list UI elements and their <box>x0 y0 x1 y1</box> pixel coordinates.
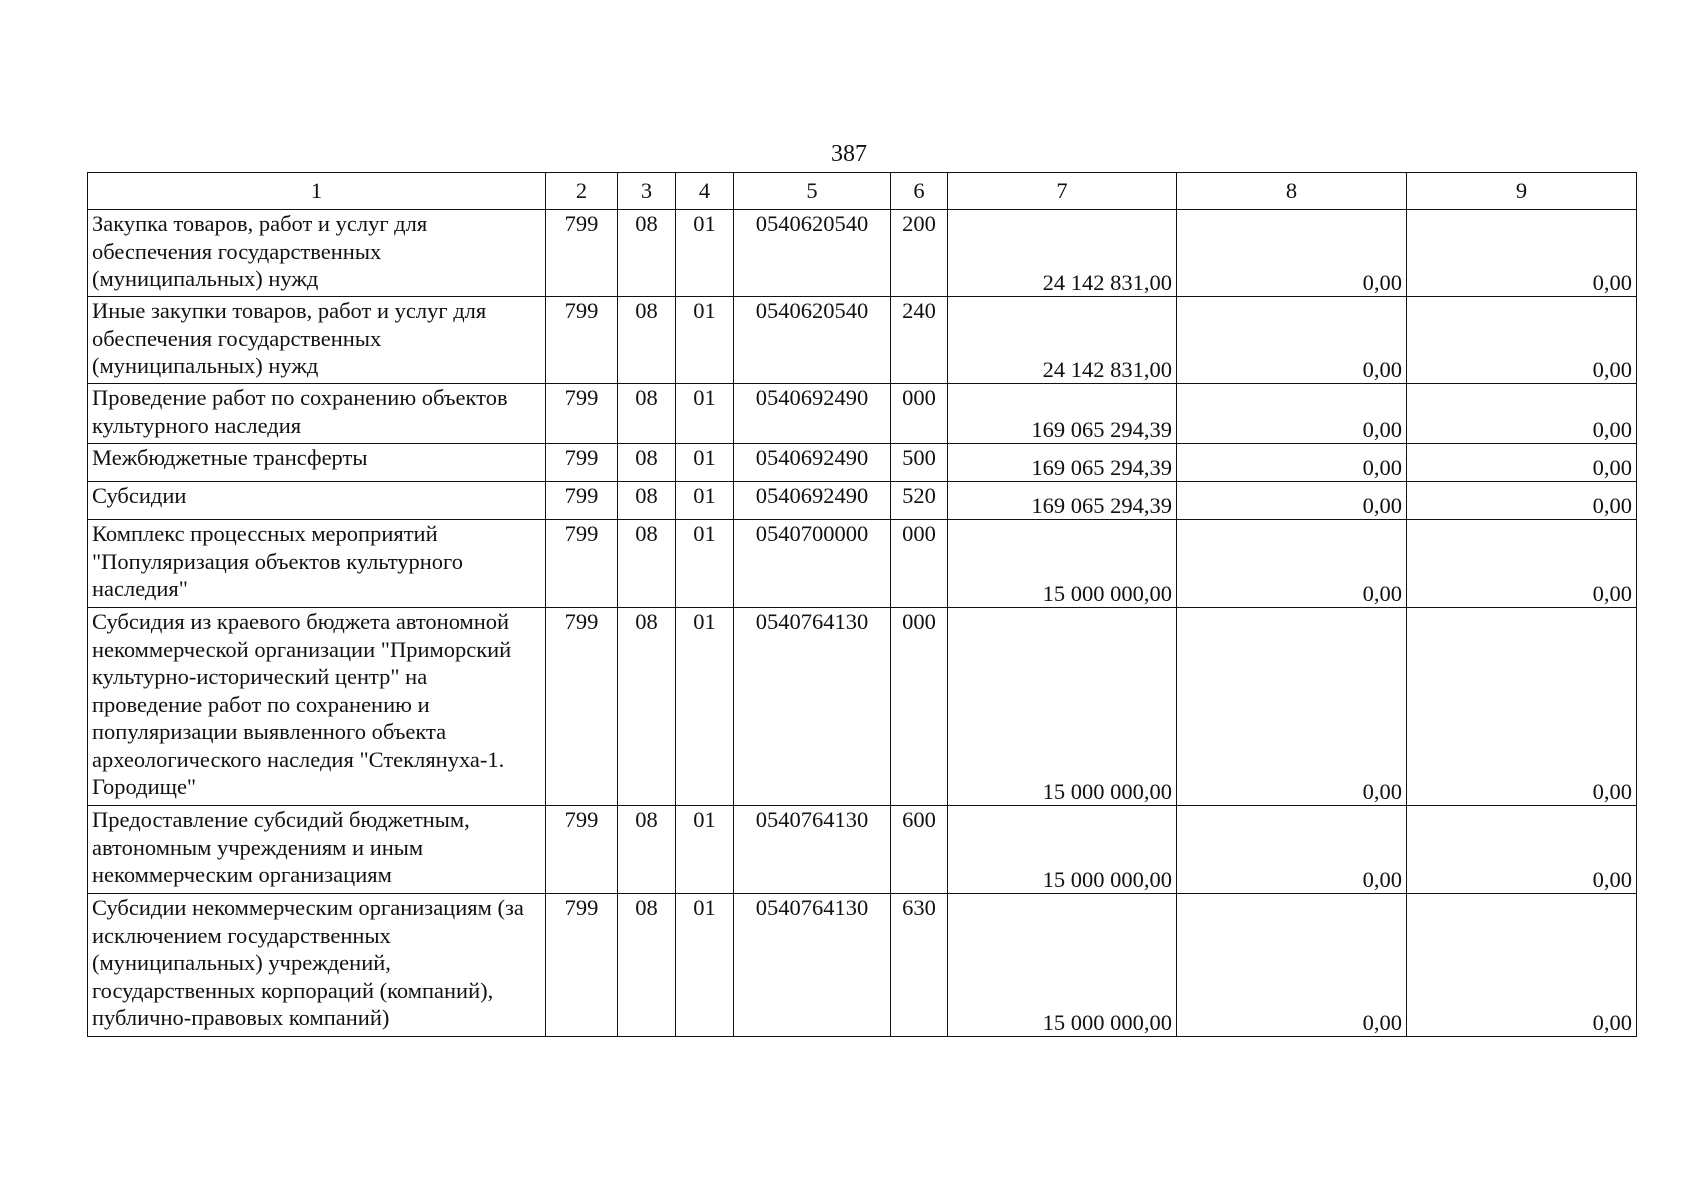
expense-type-code: 520 <box>891 482 948 520</box>
table-row <box>88 806 1637 894</box>
ministry-code: 799 <box>546 520 618 608</box>
amount-col7: 24 142 831,00 <box>948 297 1177 384</box>
amount-col9: 0,00 <box>1407 806 1637 894</box>
amount-col7: 169 065 294,39 <box>948 384 1177 444</box>
amount-col9: 0,00 <box>1407 608 1637 806</box>
table-row <box>88 608 1637 806</box>
section-code: 08 <box>618 482 676 520</box>
subsection-code: 01 <box>676 806 734 894</box>
amount-col8: 0,00 <box>1177 894 1407 1037</box>
target-article-code: 0540620540 <box>734 297 891 384</box>
column-header: 1 <box>88 173 546 210</box>
amount-col8: 0,00 <box>1177 608 1407 806</box>
amount-col9: 0,00 <box>1407 384 1637 444</box>
target-article-code: 0540692490 <box>734 482 891 520</box>
subsection-code: 01 <box>676 384 734 444</box>
target-article-code: 0540764130 <box>734 894 891 1037</box>
subsection-code: 01 <box>676 210 734 297</box>
section-code: 08 <box>618 297 676 384</box>
section-code: 08 <box>618 384 676 444</box>
subsection-code: 01 <box>676 520 734 608</box>
subsection-code: 01 <box>676 297 734 384</box>
expense-name: Иные закупки товаров, работ и услуг для обеспечения государственных (муниципальных) нужд <box>88 297 546 384</box>
table-row <box>88 482 1637 520</box>
ministry-code: 799 <box>546 806 618 894</box>
target-article-code: 0540700000 <box>734 520 891 608</box>
expense-name: Предоставление субсидий бюджетным, автономным учреждениям и иным некоммерческим организациям <box>88 806 546 894</box>
amount-col7: 15 000 000,00 <box>948 520 1177 608</box>
expense-name: Комплекс процессных мероприятий "Популяризация объектов культурного наследия" <box>88 520 546 608</box>
table-row <box>88 894 1637 1037</box>
section-code: 08 <box>618 444 676 482</box>
expense-type-code: 000 <box>891 384 948 444</box>
amount-col8: 0,00 <box>1177 297 1407 384</box>
column-header: 8 <box>1177 173 1407 210</box>
amount-col9: 0,00 <box>1407 444 1637 482</box>
table-row <box>88 210 1637 297</box>
expense-name: Закупка товаров, работ и услуг для обеспечения государственных (муниципальных) нужд <box>88 210 546 297</box>
ministry-code: 799 <box>546 608 618 806</box>
subsection-code: 01 <box>676 444 734 482</box>
column-number-row <box>88 173 1637 210</box>
expense-name: Субсидия из краевого бюджета автономной некоммерческой организации "Приморский культурно-исторический центр" на проведение работ по сохранению и популяризации выявленного объекта археологического наследия "Стеклянуха-1. Городище" <box>88 608 546 806</box>
ministry-code: 799 <box>546 894 618 1037</box>
budget-table <box>87 172 1637 1037</box>
amount-col8: 0,00 <box>1177 444 1407 482</box>
subsection-code: 01 <box>676 482 734 520</box>
amount-col9: 0,00 <box>1407 894 1637 1037</box>
expense-type-code: 200 <box>891 210 948 297</box>
expense-name: Субсидии некоммерческим организациям (за исключением государственных (муниципальных) учреждений, государственных корпораций (компаний), публично-правовых компаний) <box>88 894 546 1037</box>
ministry-code: 799 <box>546 297 618 384</box>
table-row <box>88 297 1637 384</box>
expense-type-code: 000 <box>891 520 948 608</box>
column-header: 9 <box>1407 173 1637 210</box>
target-article-code: 0540764130 <box>734 608 891 806</box>
amount-col7: 15 000 000,00 <box>948 806 1177 894</box>
target-article-code: 0540692490 <box>734 444 891 482</box>
expense-type-code: 600 <box>891 806 948 894</box>
expense-type-code: 000 <box>891 608 948 806</box>
expense-name: Субсидии <box>88 482 546 520</box>
amount-col8: 0,00 <box>1177 384 1407 444</box>
amount-col8: 0,00 <box>1177 482 1407 520</box>
section-code: 08 <box>618 806 676 894</box>
subsection-code: 01 <box>676 894 734 1037</box>
table-row <box>88 444 1637 482</box>
column-header: 3 <box>618 173 676 210</box>
page-number: 387 <box>831 141 867 167</box>
amount-col8: 0,00 <box>1177 806 1407 894</box>
section-code: 08 <box>618 520 676 608</box>
section-code: 08 <box>618 894 676 1037</box>
expense-type-code: 630 <box>891 894 948 1037</box>
target-article-code: 0540764130 <box>734 806 891 894</box>
section-code: 08 <box>618 210 676 297</box>
column-header: 6 <box>891 173 948 210</box>
column-header: 7 <box>948 173 1177 210</box>
amount-col7: 24 142 831,00 <box>948 210 1177 297</box>
column-header: 5 <box>734 173 891 210</box>
amount-col9: 0,00 <box>1407 520 1637 608</box>
subsection-code: 01 <box>676 608 734 806</box>
amount-col7: 15 000 000,00 <box>948 608 1177 806</box>
amount-col9: 0,00 <box>1407 210 1637 297</box>
expense-name: Проведение работ по сохранению объектов культурного наследия <box>88 384 546 444</box>
expense-name: Межбюджетные трансферты <box>88 444 546 482</box>
ministry-code: 799 <box>546 384 618 444</box>
ministry-code: 799 <box>546 444 618 482</box>
amount-col8: 0,00 <box>1177 520 1407 608</box>
amount-col9: 0,00 <box>1407 297 1637 384</box>
amount-col7: 169 065 294,39 <box>948 444 1177 482</box>
column-header: 2 <box>546 173 618 210</box>
table-row <box>88 520 1637 608</box>
column-header: 4 <box>676 173 734 210</box>
target-article-code: 0540620540 <box>734 210 891 297</box>
target-article-code: 0540692490 <box>734 384 891 444</box>
section-code: 08 <box>618 608 676 806</box>
amount-col7: 15 000 000,00 <box>948 894 1177 1037</box>
expense-type-code: 500 <box>891 444 948 482</box>
expense-type-code: 240 <box>891 297 948 384</box>
ministry-code: 799 <box>546 210 618 297</box>
amount-col7: 169 065 294,39 <box>948 482 1177 520</box>
table-row <box>88 384 1637 444</box>
amount-col9: 0,00 <box>1407 482 1637 520</box>
ministry-code: 799 <box>546 482 618 520</box>
amount-col8: 0,00 <box>1177 210 1407 297</box>
